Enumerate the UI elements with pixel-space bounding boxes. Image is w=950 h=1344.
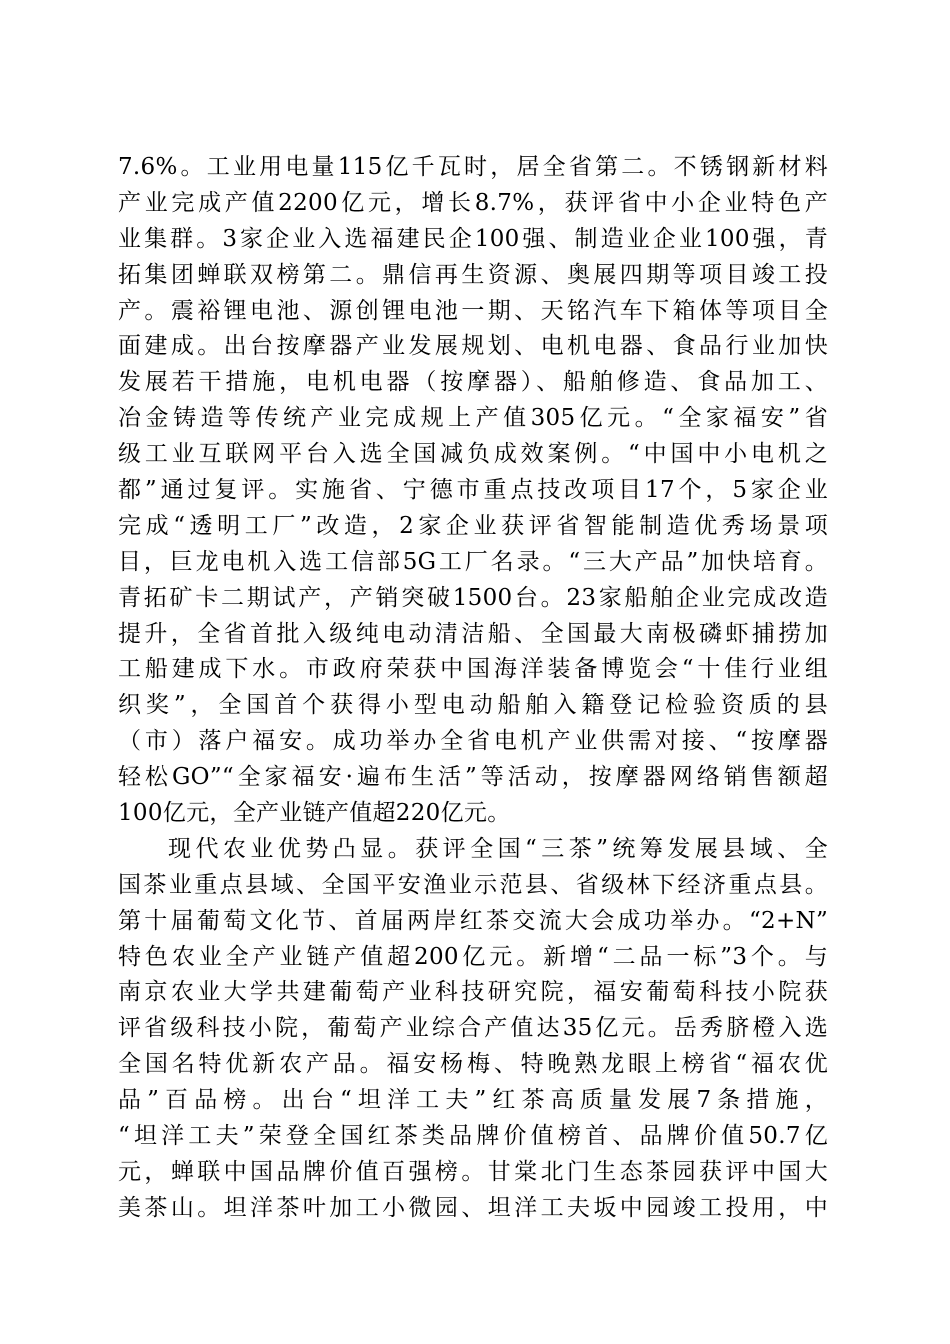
text-line: 发展若干措施，电机电器（按摩器）、船舶修造、食品加工、 [118, 369, 828, 396]
text-line: 目，巨龙电机入选工信部5G工厂名录。“三大产品”加快培育。 [118, 548, 828, 575]
text-line: 产。震裕锂电池、源创锂电池一期、天铭汽车下箱体等项目全 [118, 297, 828, 324]
text-line: 元，蝉联中国品牌价值百强榜。甘棠北门生态茶园获评中国大 [118, 1158, 828, 1185]
text-line: 产业完成产值2200亿元，增长8.7%，获评省中小企业特色产 [118, 189, 828, 216]
text-line: （市）落户福安。成功举办全省电机产业供需对接、“按摩器 [118, 728, 828, 755]
text-line: 拓集团蝉联双榜第二。鼎信再生资源、奥展四期等项目竣工投 [118, 261, 828, 288]
text-line: 国茶业重点县域、全国平安渔业示范县、省级林下经济重点县。 [118, 871, 828, 898]
text-line: 冶金铸造等传统产业完成规上产值305亿元。“全家福安”省 [118, 405, 828, 432]
text-line: 业集群。3家企业入选福建民企100强、制造业企业100强，青 [118, 225, 828, 252]
text-line: 提升，全省首批入级纯电动清洁船、全国最大南极磷虾捕捞加 [118, 620, 828, 647]
text-line: 青拓矿卡二期试产，产销突破1500台。23家船舶企业完成改造 [118, 584, 828, 611]
text-line: “坦洋工夫”荣登全国红茶类品牌价值榜首、品牌价值50.7亿 [118, 1123, 828, 1150]
text-line: 面建成。出台按摩器产业发展规划、电机电器、食品行业加快 [118, 333, 828, 360]
paragraph-end-line: 100亿元，全产业链产值超220亿元。 [118, 800, 511, 827]
text-line: 完成“透明工厂”改造，2家企业获评省智能制造优秀场景项 [118, 512, 828, 539]
text-line: 特色农业全产业链产值超200亿元。新增“二品一标”3个。与 [118, 943, 828, 970]
text-line: 轻松GO”“全家福安·遍布生活”等活动，按摩器网络销售额超 [118, 764, 828, 791]
text-line: 第十届葡萄文化节、首届两岸红茶交流大会成功举办。“2+N” [118, 907, 828, 934]
text-line: 都”通过复评。实施省、宁德市重点技改项目17个，5家企业 [118, 477, 828, 504]
text-line: 7.6%。工业用电量115亿千瓦时，居全省第二。不锈钢新材料 [118, 154, 828, 180]
text-line: 南京农业大学共建葡萄产业科技研究院，福安葡萄科技小院获 [118, 979, 828, 1006]
paragraph-start-line: 现代农业优势凸显。获评全国“三茶”统筹发展县域、全 [168, 835, 828, 862]
text-line: 品”百品榜。出台“坦洋工夫”红茶高质量发展7条措施， [118, 1087, 828, 1114]
text-line: 级工业互联网平台入选全国减负成效案例。“中国中小电机之 [118, 441, 828, 468]
text-line: 工船建成下水。市政府荣获中国海洋装备博览会“十佳行业组 [118, 656, 828, 683]
body-text [118, 150, 828, 1227]
text-line: 评省级科技小院，葡萄产业综合产值达35亿元。岳秀脐橙入选 [118, 1015, 828, 1042]
text-line: 全国名特优新农产品。福安杨梅、特晚熟龙眼上榜省“福农优 [118, 1051, 828, 1078]
text-line: 织奖”，全国首个获得小型电动船舶入籍登记检验资质的县 [118, 692, 828, 719]
text-line: 美茶山。坦洋茶叶加工小微园、坦洋工夫坂中园竣工投用，中 [118, 1194, 828, 1221]
